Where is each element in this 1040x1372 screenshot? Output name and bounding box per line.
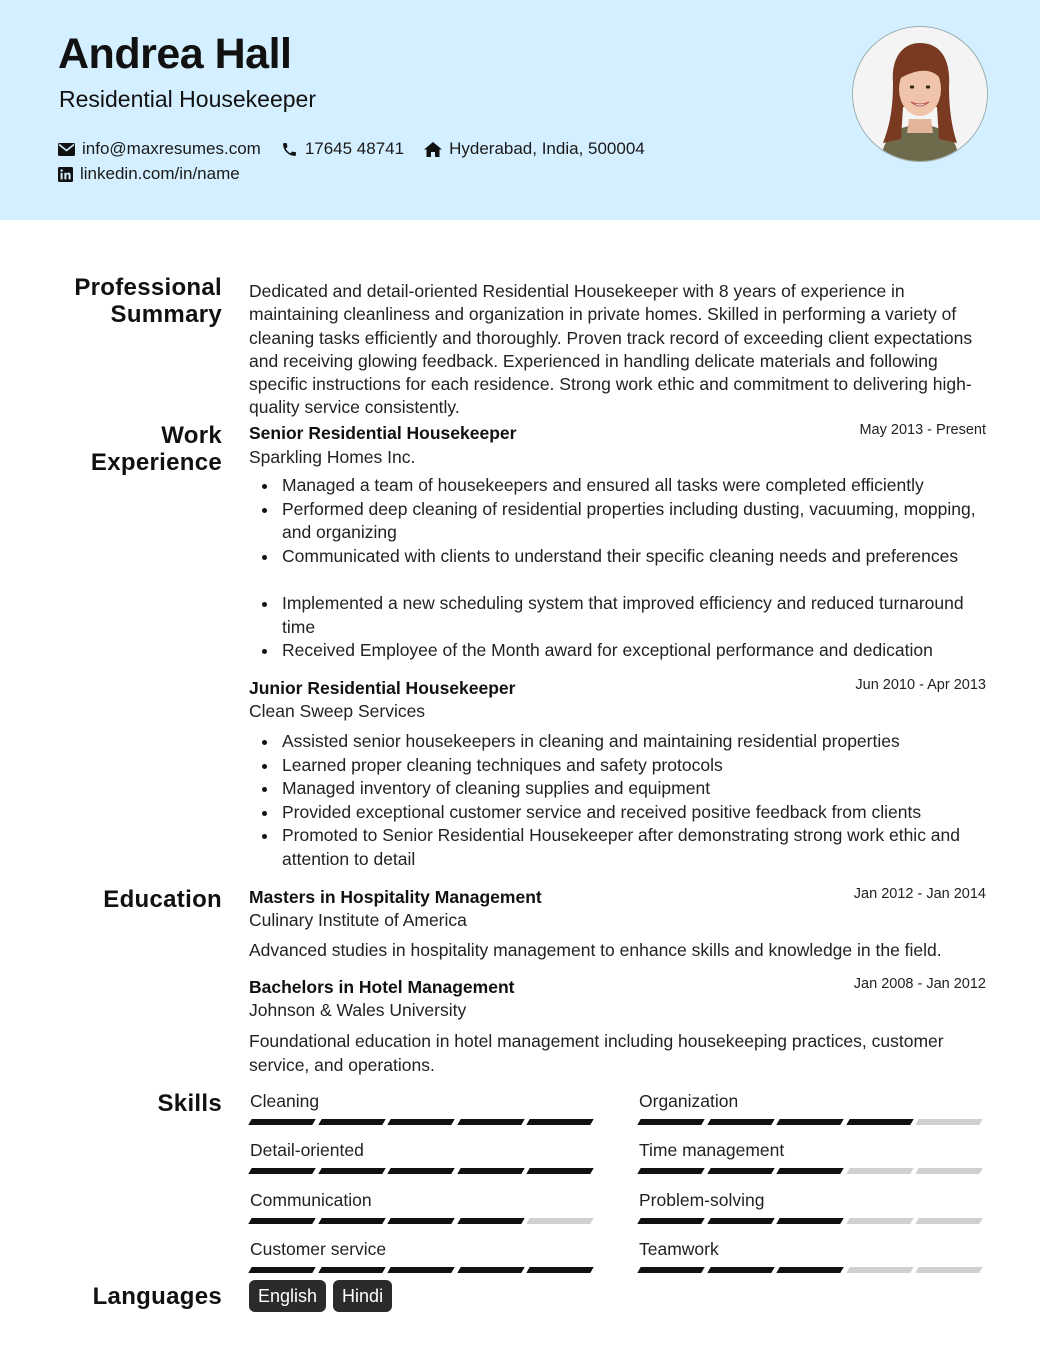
skill-name: Time management [639,1140,785,1160]
list-item: Implemented a new scheduling system that improved efficiency and reduced turnaround time [282,592,994,639]
skill-level-bar [250,1267,598,1273]
section-title-skills: Skills [157,1090,222,1117]
skill-level-segment [846,1218,913,1224]
job-dates: Jun 2010 - Apr 2013 [855,677,986,693]
skill-name: Organization [639,1091,739,1111]
skill-level-bar [639,1218,987,1224]
skill-level-segment [387,1168,454,1174]
skill-level-segment [707,1267,774,1273]
contact-row [58,139,665,159]
candidate-title: Residential Housekeeper [59,86,316,112]
list-item: Received Employee of the Month award for exceptional performance and dedication [282,639,994,663]
skill-level-segment [916,1218,983,1224]
skill-level-segment [527,1168,594,1174]
degree-title: Masters in Hospitality Management [249,887,542,907]
contact-phone[interactable] [281,139,404,159]
skill-level-bar [250,1218,598,1224]
list-item: Provided exceptional customer service and received positive feedback from clients [282,801,994,825]
profile-photo [852,26,988,162]
skill-level-bar [639,1119,987,1125]
skill-level-segment [846,1168,913,1174]
contact-row-2 [58,164,260,184]
skill-level-segment [248,1267,315,1273]
degree-title: Bachelors in Hotel Management [249,977,515,997]
skill-level-segment [318,1218,385,1224]
list-item: Assisted senior housekeepers in cleaning and maintaining residential properties [282,730,994,754]
section-title-experience: Work Experience [90,422,222,476]
degree-dates: Jan 2012 - Jan 2014 [853,886,986,902]
skill-item [639,1190,987,1224]
skill-name: Detail-oriented [250,1140,364,1160]
envelope-icon [58,143,75,156]
job-bullets [249,474,994,663]
contact-linkedin[interactable] [58,164,240,184]
skill-name: Customer service [250,1239,387,1259]
skill-level-segment [248,1119,315,1125]
skill-level-segment [318,1267,385,1273]
job-title: Junior Residential Housekeeper [249,678,516,698]
skill-name: Teamwork [639,1239,719,1259]
skill-level-segment [707,1119,774,1125]
skill-level-segment [846,1119,913,1125]
school-name: Culinary Institute of America [249,910,467,930]
skill-level-segment [527,1218,594,1224]
list-item: Communicated with clients to understand their specific cleaning needs and preferences [282,545,994,593]
skill-item [250,1091,598,1125]
list-item: Learned proper cleaning techniques and safety protocols [282,754,994,778]
skill-level-segment [318,1119,385,1125]
skill-level-segment [916,1267,983,1273]
skill-level-segment [248,1218,315,1224]
list-item: Managed a team of housekeepers and ensured all tasks were completed efficiently [282,474,994,498]
skill-level-segment [916,1168,983,1174]
skill-level-bar [250,1119,598,1125]
degree-description: Advanced studies in hospitality management to enhance skills and knowledge in the field. [249,940,942,960]
skill-level-segment [637,1119,704,1125]
skill-level-bar [250,1168,598,1174]
skill-item [250,1190,598,1224]
skill-level-segment [457,1267,524,1273]
list-item: Managed inventory of cleaning supplies and equipment [282,777,994,801]
skill-level-segment [457,1218,524,1224]
location-text: Hyderabad, India, 500004 [449,139,645,158]
skill-level-segment [707,1168,774,1174]
job-title: Senior Residential Housekeeper [249,423,517,443]
skill-name: Problem-solving [639,1190,765,1210]
contact-email[interactable] [58,139,261,159]
skill-level-segment [637,1267,704,1273]
job-dates: May 2013 - Present [859,422,986,438]
skill-level-segment [637,1168,704,1174]
school-name: Johnson & Wales University [249,1000,467,1020]
skill-level-segment [457,1168,524,1174]
job-bullets [249,730,994,871]
section-title-languages: Languages [92,1283,222,1310]
skill-level-segment [776,1168,843,1174]
skill-item [250,1140,598,1174]
job-company: Clean Sweep Services [249,701,426,721]
skill-level-segment [318,1168,385,1174]
degree-description: Foundational education in hotel management including housekeeping practices, customer service, and operations. [249,1031,944,1075]
phone-icon [281,141,298,158]
skill-level-segment [846,1267,913,1273]
linkedin-icon [58,167,73,182]
skill-item [639,1091,987,1125]
summary-text: Dedicated and detail-oriented Residential Housekeeper with 8 years of experience in maintaining cleanliness and organization in private homes. Skilled in performing a variety of cleaning tasks efficiently and thoroughly. Proven track record of exceeding client expectations and receiving glowing feedback. Experienced in handling delicate materials and following specific instructions for each residence. Strong work ethic and commitment to delivering high-quality service consistently. [249,281,973,418]
skill-level-segment [387,1218,454,1224]
skill-level-segment [387,1119,454,1125]
resume-header [0,0,1040,220]
skill-name: Communication [250,1190,372,1210]
skill-level-bar [639,1267,987,1273]
skill-level-segment [527,1267,594,1273]
language-chip: English [249,1280,326,1312]
skill-name: Cleaning [250,1091,320,1111]
home-icon [424,142,442,157]
degree-dates: Jan 2008 - Jan 2012 [853,976,986,992]
skill-item [250,1239,598,1273]
skill-level-segment [387,1267,454,1273]
skill-level-segment [707,1218,774,1224]
skill-item [639,1140,987,1174]
skill-level-segment [776,1119,843,1125]
list-item: Promoted to Senior Residential Housekeeper after demonstrating strong work ethic and attention to detail [282,824,994,871]
profile-photo-illustration [853,27,987,161]
phone-text: 17645 48741 [304,139,405,158]
skill-level-segment [776,1267,843,1273]
contact-location [424,139,645,159]
skill-level-segment [248,1168,315,1174]
job-company: Sparkling Homes Inc. [249,447,416,467]
skill-level-bar [639,1168,987,1174]
skill-item [639,1239,987,1273]
section-title-summary: Professional Summary [74,274,222,328]
list-item: Performed deep cleaning of residential properties including dusting, vacuuming, mopping, and organizing [282,498,994,545]
linkedin-text: linkedin.com/in/name [80,164,240,183]
section-title-education: Education [103,886,222,913]
candidate-name: Andrea Hall [58,30,292,78]
skill-level-segment [527,1119,594,1125]
language-chip: Hindi [333,1280,392,1312]
email-text: info@maxresumes.com [82,139,261,158]
skill-level-segment [916,1119,983,1125]
skill-level-segment [457,1119,524,1125]
skill-level-segment [776,1218,843,1224]
skill-level-segment [637,1218,704,1224]
languages-list [249,1280,399,1312]
